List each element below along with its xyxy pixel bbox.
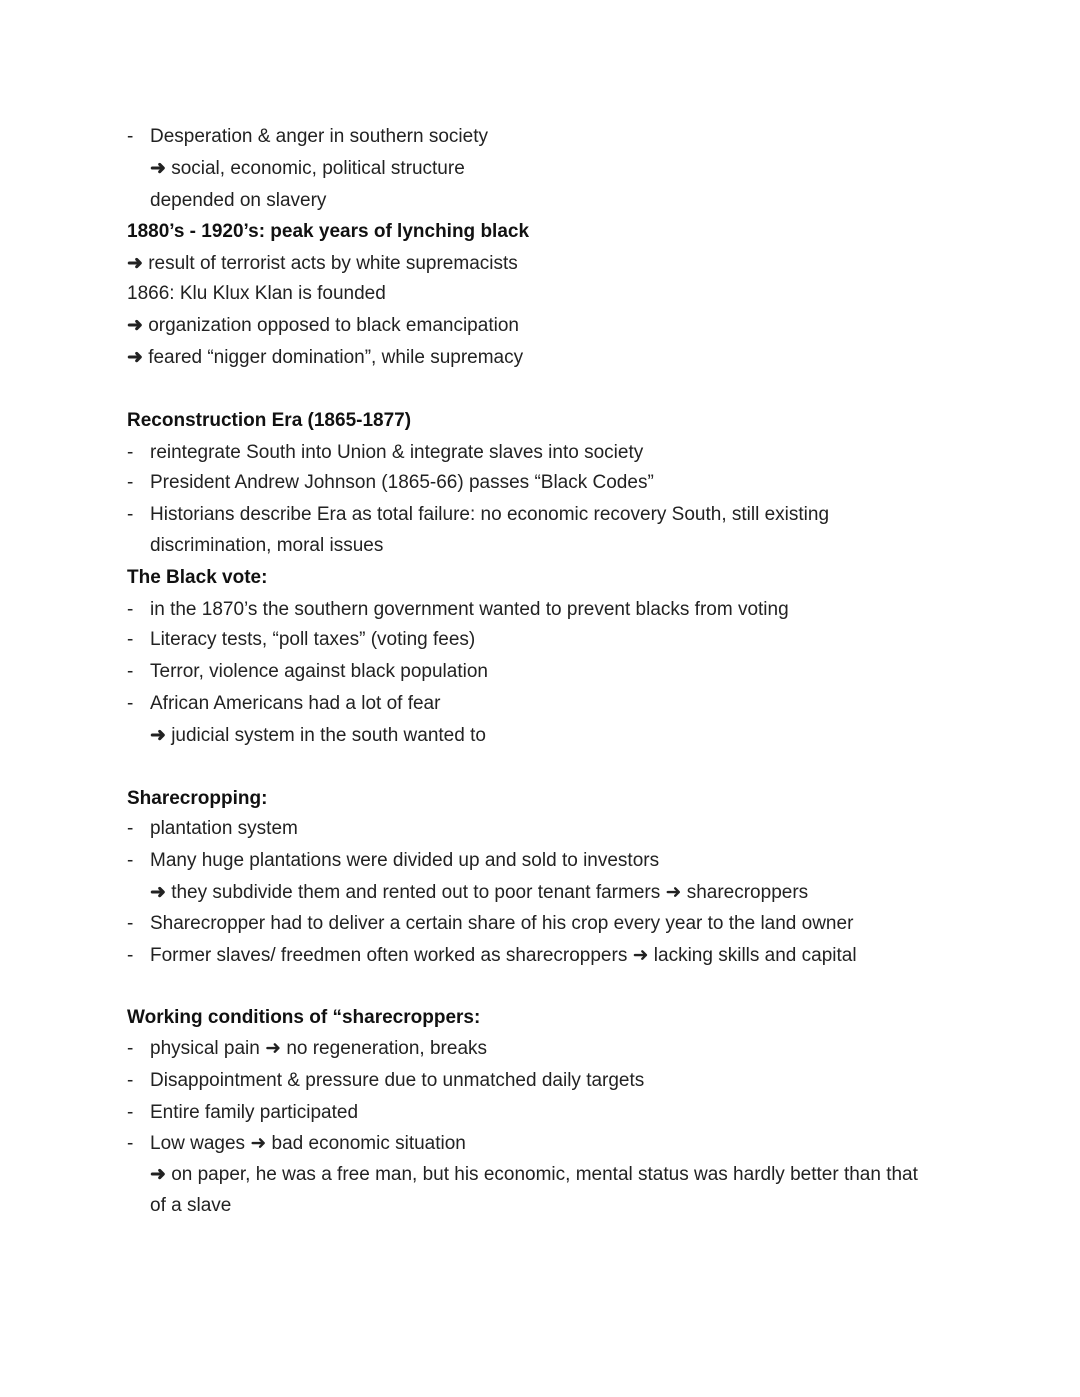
list-item-text: Literacy tests, “poll taxes” (voting fees) [150,629,476,650]
arrow-line-text: organization opposed to black emancipation [148,315,519,336]
list-item [127,912,854,936]
list-item [127,471,654,495]
list-item [127,503,830,527]
text-line-text: 1866: Klu Klux Klan is founded [127,283,386,304]
bullet-dash: - [127,504,134,525]
text-line [150,189,326,213]
arrow-icon: ➜ [127,347,143,368]
bullet-dash: - [127,472,134,493]
list-item-text: Terror, violence against black population [150,661,488,682]
list-item [127,817,298,841]
section-heading [127,409,411,433]
bullet-dash: - [127,913,134,934]
list-item-text: Low wages ➜ bad economic situation [150,1133,466,1154]
list-item [127,598,789,622]
arrow-icon: ➜ [127,315,143,336]
bullet-dash: - [127,818,134,839]
arrow-icon: ➜ [150,158,166,179]
list-item [127,849,660,873]
bullet-dash: - [127,1070,134,1091]
arrow-line [150,157,465,181]
section-heading [127,787,267,811]
list-item [127,125,488,149]
text-line [127,282,386,306]
heading-text: Reconstruction Era (1865-1877) [127,410,412,431]
arrow-line-text: judicial system in the south wanted to [171,725,486,746]
heading-text: The Black vote: [127,567,268,588]
arrow-line [127,314,519,338]
heading-text: Working conditions of “sharecroppers: [127,1007,481,1028]
list-item [127,1101,359,1125]
arrow-line-text: they subdivide them and rented out to poor tenant farmers ➜ sharecroppers [171,882,809,903]
section-heading [127,220,529,244]
list-item-text: President Andrew Johnson (1865-66) passes “Black Codes” [150,472,654,493]
bullet-dash: - [127,1133,134,1154]
arrow-icon: ➜ [150,882,166,903]
arrow-line-text: social, economic, political structure [171,158,465,179]
list-item-text: Entire family participated [150,1102,359,1123]
bullet-dash: - [127,945,134,966]
list-item-text: plantation system [150,818,298,839]
arrow-icon: ➜ [150,725,166,746]
list-item [127,944,857,968]
section-heading [127,566,267,590]
bullet-dash: - [127,126,134,147]
list-item [127,1037,488,1061]
text-line-text: depended on slavery [150,190,327,211]
text-line-text: discrimination, moral issues [150,535,384,556]
list-item-text: African Americans had a lot of fear [150,693,441,714]
arrow-icon: ➜ [150,1164,166,1185]
text-line [150,1194,231,1218]
list-item-text: physical pain ➜ no regeneration, breaks [150,1038,488,1059]
arrow-line [127,252,518,276]
list-item [127,1069,645,1093]
arrow-line-text: feared “nigger domination”, while supremacy [148,347,524,368]
list-item [127,692,441,716]
heading-text: Sharecropping: [127,788,268,809]
arrow-line [150,724,486,748]
bullet-dash: - [127,1102,134,1123]
heading-text: 1880’s - 1920’s: peak years of lynching black [127,221,530,242]
list-item [127,660,488,684]
list-item-text: Disappointment & pressure due to unmatched daily targets [150,1070,645,1091]
bullet-dash: - [127,1038,134,1059]
list-item [127,628,476,652]
text-line [150,534,383,558]
arrow-line [150,881,808,905]
list-item-text: Historians describe Era as total failure: no economic recovery South, still existing [150,504,830,525]
bullet-dash: - [127,629,134,650]
bullet-dash: - [127,442,134,463]
list-item [127,441,644,465]
list-item [127,1132,466,1156]
bullet-dash: - [127,693,134,714]
arrow-line [127,346,523,370]
list-item-text: reintegrate South into Union & integrate slaves into society [150,442,644,463]
arrow-line-text: on paper, he was a free man, but his economic, mental status was hardly better than that [171,1164,918,1185]
list-item-text: Many huge plantations were divided up and sold to investors [150,850,660,871]
list-item-text: Sharecropper had to deliver a certain share of his crop every year to the land owner [150,913,854,934]
arrow-line-text: result of terrorist acts by white supremacists [148,253,518,274]
bullet-dash: - [127,599,134,620]
text-line-text: of a slave [150,1195,232,1216]
list-item-text: Former slaves/ freedmen often worked as sharecroppers ➜ lacking skills and capital [150,945,857,966]
bullet-dash: - [127,661,134,682]
section-heading [127,1006,480,1030]
arrow-icon: ➜ [127,253,143,274]
arrow-line [150,1163,918,1187]
list-item-text: in the 1870’s the southern government wanted to prevent blacks from voting [150,599,789,620]
list-item-text: Desperation & anger in southern society [150,126,488,147]
bullet-dash: - [127,850,134,871]
